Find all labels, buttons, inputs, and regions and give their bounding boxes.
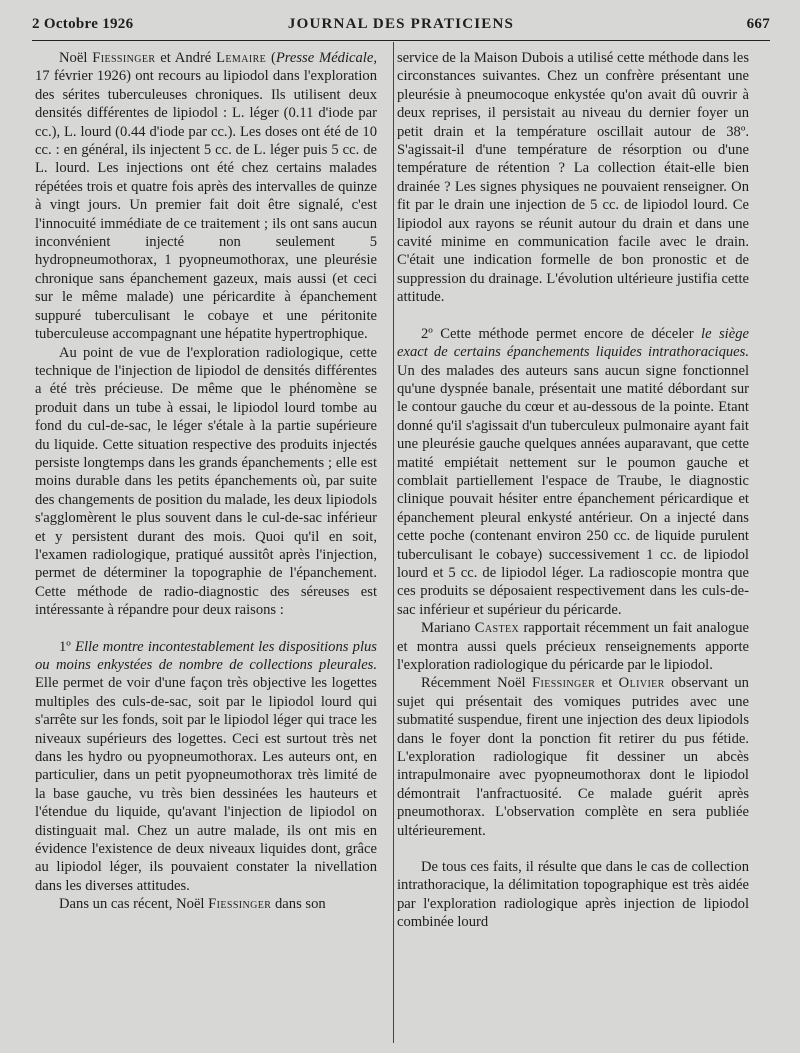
journal-citation: Presse Médicale,: [275, 50, 377, 66]
paragraph: [397, 325, 749, 620]
text-run: observant un sujet qui présentait des vomiques putrides avec une submatité suspendue, firent une injection des deux lipiodols dans le foyer dont la ponction fit retirer du pus fétide. L'exploration radiologique fit dessiner un abcès intrapulmonaire avec pyopneumothorax dont le lipiodol démontrait l'anfractuosité. Ce malade guérit après pneumothorax. L'observation complète en sera publiée ultérieurement.: [397, 675, 749, 839]
text-run: rapportait récemment un fait analogue et montra aussi quels précieux renseignements apporte l'exploration radiologique du péricarde par le lipiodol.: [397, 620, 749, 673]
author-name: Olivier: [618, 675, 665, 692]
header-rule: [32, 40, 770, 41]
paragraph: [397, 674, 749, 840]
author-name: Fiessinger: [92, 50, 156, 66]
text-run: Dans un cas récent, Noël: [59, 896, 209, 913]
text-run: Récemment Noël: [421, 675, 532, 692]
text-run: Mariano: [421, 620, 475, 637]
author-name: Fiessinger: [531, 675, 596, 692]
paragraph: De tous ces faits, il résulte que dans le cas de collection intrathoracique, la délimitation topographique est très aidée par l'exploration radiologique après injection de lipiodol combinée lourd: [397, 859, 749, 931]
text-run: (: [266, 50, 276, 66]
text-run: 17 février 1926) ont recours au lipiodol dans l'exploration des sérites tuberculeuses chroniques. Ils utilisent deux densités différentes de lipiodol : L. léger (0.11 d'iode par cc.), L. lourd (0.44 d'iode par cc.). Les doses ont été de 10 cc. : en général, ils injectent 5 cc. de L. léger puis 5 cc. de L. lourd. Les injections ont été chez certains malades répétées trois et quatre fois après des intervalles de quinze à vingt jours. Un premier fait doit être signalé, c'est l'innocuité immédiate de ce traitement ; ils ont sans aucun inconvénient injecté non seulement 5 hydropneumothorax, 1 pyopneumothorax, une pleurésie chronique sans épanchement gazeux, mais aussi (et ceci sur le même malade) une péricardite à épanchement suppuré tuberculisant le cobaye et une péritonite tuberculeuse accompagnant une hépatite hypertrophique.: [35, 68, 377, 343]
text-run: Un des malades des auteurs sans aucun signe fonctionnel qu'une dyspnée banale, présentait une matité débordant sur le contour gauche du cœur et au-dessous de la pointe. Etant donné qu'il s'agissait d'un tuberculeux pulmonaire ayant fait une pleurésie gauche quelques années auparavant, que cette matité empiétait nettement sur le poumon gauche et comblait partiellement l'espace de Traube, le diagnostic clinique pouvait hésiter entre épanchement péricardique et épanchement pleural enkysté antérieur. On a injecté dans cette poche (contenant environ 250 cc. de liquide purulent tuberculisant le cobaye) successivement 1 cc. de lipiodol lourd et 5 cc. de lipiodol léger. La radioscopie montra que ces produits se déposaient respectivement dans les culs-de-sac inférieur et supérieur du péricarde.: [397, 362, 749, 618]
paragraph: [35, 895, 377, 913]
paragraph: [35, 638, 377, 896]
running-header: [32, 16, 770, 38]
issue-date: 2 Octobre 1926: [32, 16, 134, 32]
text-run: Elle permet de voir d'une façon très objective les logettes multiples des culs-de-sac, soit par le lipiodol lourd qui s'arrête sur les fonds, soit par le lipiodol léger qui trace les niveaux supérieurs des logettes. Ceci est surtout très net dans les hydro ou pyopneumothorax. Les auteurs ont, en particulier, dans un petit pyopneumothorax très limité de la base gauche, vu très bien dessinées les hauteurs et l'étendue du liquide, qu'avant l'injection de lipiodol on distinguait mal. Chez un autre malade, ils ont mis en évidence l'existence de deux niveaux liquides dont, grâce au lipiodol léger, ils pouvaient constater la nivellation dans les diverses attitudes.: [35, 675, 377, 894]
emphasis-text: Elle montre incontestablement les dispositions plus ou moins enkystées de nombre de collections pleurales.: [35, 638, 377, 673]
journal-title: JOURNAL DES PRATICIENS: [287, 16, 515, 32]
emphasis-text: le siège exact de certains épanchements liquides intrathoraciques.: [397, 325, 749, 361]
point-number: 2º: [421, 325, 441, 342]
text-run: Cette méthode permet encore de déceler: [440, 325, 702, 342]
right-column: [397, 49, 749, 932]
left-column: [35, 49, 377, 914]
author-name: Castex: [474, 620, 520, 637]
author-name: Fiessinger: [208, 896, 272, 913]
text-run: et: [595, 675, 619, 692]
paragraph: [397, 619, 749, 674]
paragraph: service de la Maison Dubois a utilisé cette méthode dans les circonstances suivantes. Chez un confrère présentant une pleurésie à pneumocoque enkystée qu'on avait dû ouvrir à deux reprises, il persistait au niveau du dernier foyer un petit drain et la température oscillait autour de 38º. S'agissait-il d'une température de résorption ou d'une température de rétention ? La collection était-elle bien drainée ? Les signes physiques ne pouvaient renseigner. On fit par le drain une injection de 5 cc. de lipiodol lourd. Ce lipiodol aux rayons se réunit autour du drain et dans une cavité minime en communication facile avec le drain. C'était une indication formelle de bon pronostic et de suppression du drainage. L'évolution ultérieure justifia cette attitude.: [397, 50, 749, 306]
column-divider: [393, 42, 394, 1043]
point-number: 1º: [59, 638, 76, 655]
text-run: Noël: [59, 50, 93, 66]
author-name: Lemaire: [216, 50, 267, 66]
text-run: et André: [155, 50, 217, 66]
page-number: 667: [746, 16, 770, 32]
paragraph: [35, 49, 377, 344]
text-run: dans son: [271, 896, 326, 913]
paragraph: Au point de vue de l'exploration radiologique, cette technique de l'injection de lipiodol de densités différentes a été très précieuse. De même que le phénomène se produit dans un tube à essai, le lipiodol lourd tombe au fond du cul-de-sac, le léger s'étale à la partie supérieure du liquide. Cette situation respective des produits injectés persiste longtemps dans les grands épanchements ; elle est moins durable dans les petits épanchements où, par suite des changements de position du malade, les deux lipiodols s'agglomèrent le plus souvent dans le cul-de-sac inférieur et y persistent durant des mois. Quoi qu'il en soit, l'examen radiologique, pratiqué aussitôt après l'injection, permet de déterminer la topographie de l'épanchement. Cette méthode de radio-diagnostic des séreuses est intéressante à répandre pour deux raisons :: [35, 344, 377, 619]
